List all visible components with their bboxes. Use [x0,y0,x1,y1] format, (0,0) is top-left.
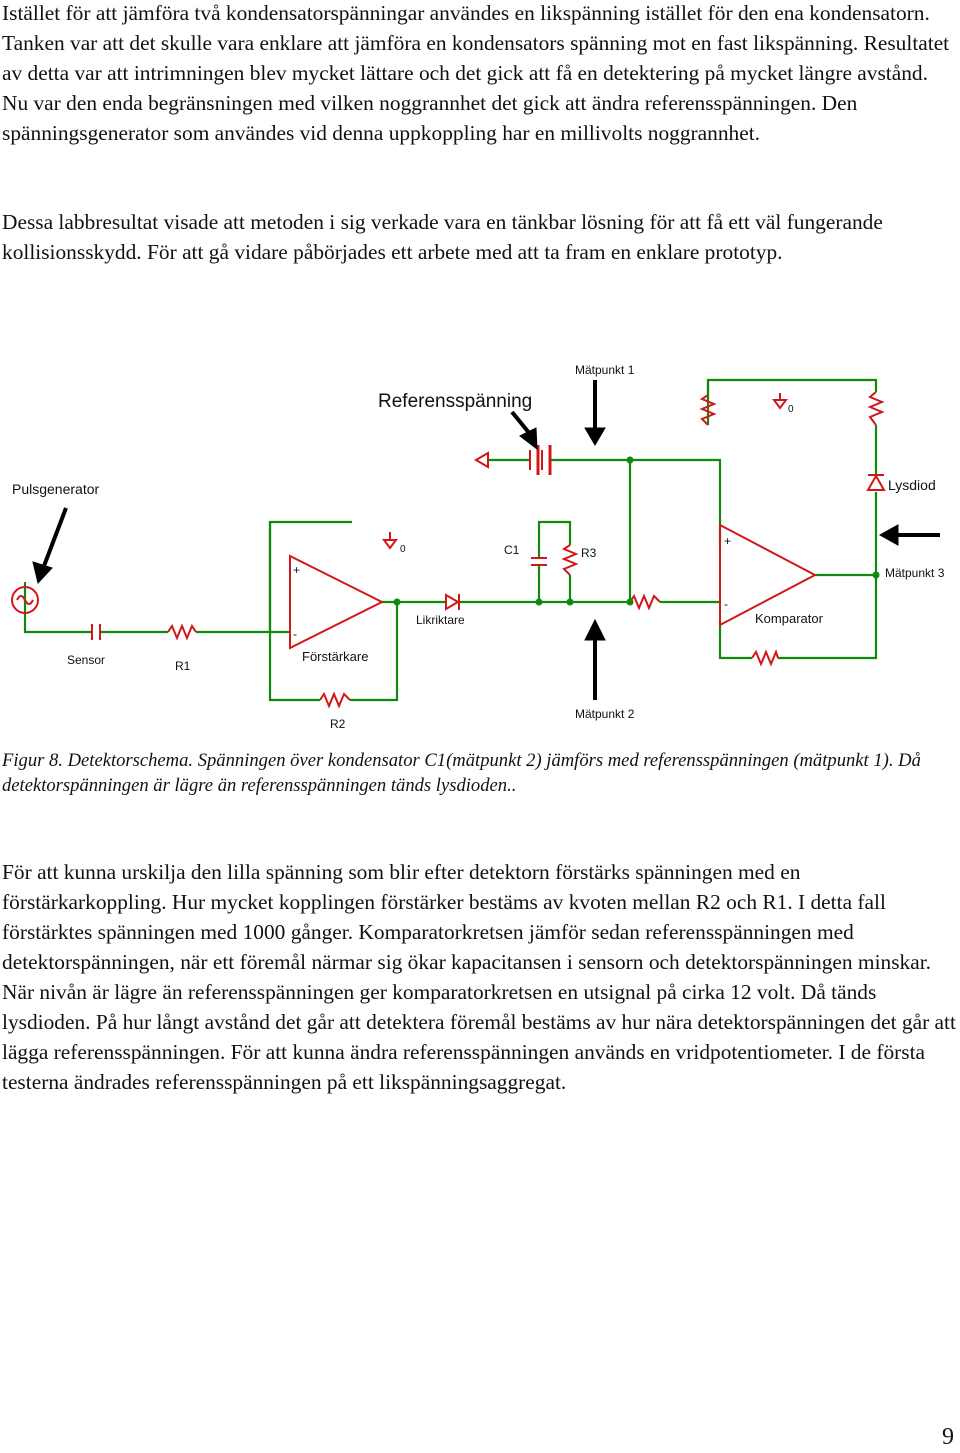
label-matpunkt1: Mätpunkt 1 [575,363,635,377]
label-referensspanning: Referensspänning [378,391,533,412]
comparator-opamp [720,525,815,625]
led-diode [868,476,884,490]
label-pulsgenerator: Pulsgenerator [12,481,100,497]
feedback-resistor [752,652,778,664]
label-comp-plus: + [724,534,732,548]
label-amp-minus: - [293,627,297,641]
paragraph-3: För att kunna urskilja den lilla spänning som blir efter detektorn förstärks spänningen med en förstärkarkoppling. Hur mycket kopplingen förstärker bestäms av kvoten mellan R2 och R1. I detta fall förstärktes spänningen med 1000 gånger. Komparatorkretsen jämför sedan referensspänningen med detektorspänningen, när ett föremål närmar sig ökar kapacitansen i sensorn och detektorspänningen minskar. När nivån är lägre än referensspänningen ger komparatorkretsen en utsignal på cirka 12 volt. Då tänds lysdioden. På hur långt avstånd det går att detektera föremål bestäms av hur nära detektorspänningen det går att lägga referensspänningen. För att kunna ändra referensspänningen används en vridpotentiometer. I de första testerna ändrades referensspänningen på ett likspänningsaggregat. [2,860,956,1094]
label-r3: R3 [581,546,597,560]
label-komparator: Komparator [755,611,823,626]
label-forstarkare: Förstärkare [302,649,369,664]
arrow-matpunkt3 [880,525,940,545]
arrow-pulsgenerator [33,508,66,583]
figure-caption: Figur 8. Detektorschema. Spänningen över kondensator C1(mätpunkt 2) jämförs med referensspänningen (mätpunkt 1). Då detektorspänningen är lägre än referensspänningen tänds lysdioden.. [2,750,921,796]
label-matpunkt2: Mätpunkt 2 [575,707,635,721]
ground-icon-2 [774,393,786,408]
resistor-r3 [564,545,576,575]
paragraph-2: Dessa labbresultat visade att metoden i sig verkade vara en tänkbar lösning för att få ett väl fungerande kollisionsskydd. För att gå vidare påbörjades ett arbete med att ta fram en enklare prototyp. [2,210,883,264]
junction-dots [394,457,880,606]
label-amp-plus: + [293,563,301,577]
detector-schematic-figure [0,355,960,735]
label-likriktare: Likriktare [416,613,465,627]
input-resistor [630,596,660,608]
pointer-arrows [33,380,940,700]
ground-icon-1 [384,532,396,548]
label-r2: R2 [330,717,346,731]
arrow-referensspanning [512,412,537,449]
paragraph-1: Istället för att jämföra två kondensatorspänningar användes en likspänning istället för den ena kondensatorn. Tanken var att det skulle vara enklare att jämföra en kondensators spänning mot en fast likspänning. Resultatet av detta var att intrimningen blev mycket lättare och det gick att få en detektering på mycket längre avstånd. Nu var den enda begränsningen med vilken noggrannhet det gick att ändra referensspänningen. Den spänningsgenerator som användes vid denna uppkoppling har en millivolts noggrannhet. [2,1,950,145]
page-number: 9 [942,1424,954,1450]
rectifier-diode [446,595,458,609]
label-c1: C1 [504,543,520,557]
amplifier-opamp [290,556,382,648]
arrow-matpunkt1 [585,380,605,445]
circuit-components [12,392,884,706]
label-ground-1: 0 [400,544,406,555]
label-r1: R1 [175,659,191,673]
label-sensor: Sensor [67,653,106,667]
pullup-resistor-right [870,392,882,425]
label-matpunkt3: Mätpunkt 3 [885,566,945,580]
resistor-r1 [168,626,196,638]
arrow-matpunkt2 [585,620,605,700]
label-ground-2: 0 [788,404,794,415]
label-lysdiod: Lysdiod [888,477,936,493]
label-comp-minus: - [724,597,728,611]
resistor-r2 [320,694,350,706]
reference-terminal [476,453,488,467]
